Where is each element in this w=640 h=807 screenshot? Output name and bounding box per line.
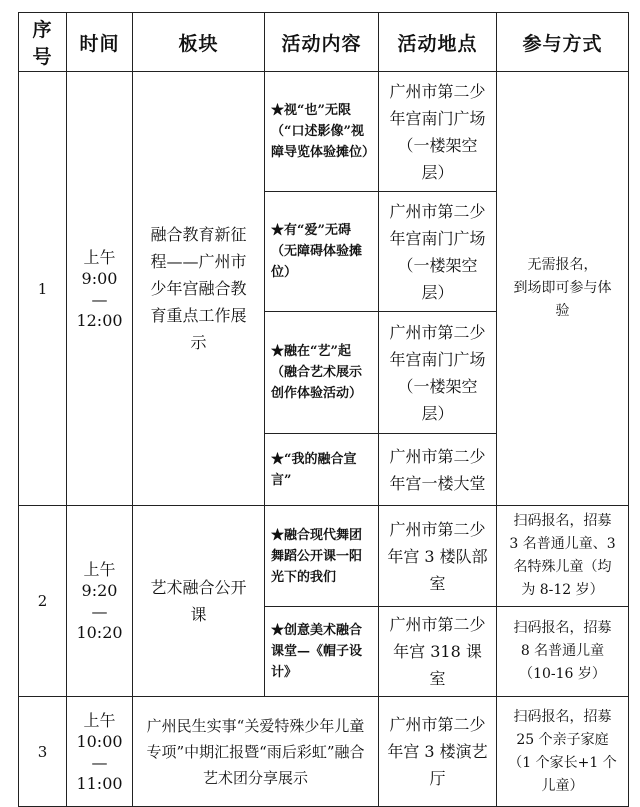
time-end: 11:00 [76,773,123,793]
activity-location: 广州市第二少年宫一楼大堂 [379,434,497,506]
header-location: 活动地点 [379,13,497,72]
header-row [19,13,629,72]
time-separator: — [91,602,108,621]
header-content: 活动内容 [265,13,379,72]
activity-location: 广州市第二少年宫南门广场（一楼架空层） [379,72,497,192]
time-separator: — [91,752,108,772]
activity-content: ★“我的融合宣言” [265,434,379,506]
row-time [67,697,133,807]
table-row [19,506,629,607]
activity-location: 广州市第二少年宫南门广场（一楼架空层） [379,312,497,434]
activity-location: 广州市第二少年宫 3 楼队部室 [379,506,497,607]
activity-location: 广州市第二少年宫南门广场（一楼架空层） [379,192,497,312]
row-time [67,72,133,506]
activity-content: ★视“也”无限（“口述影像”视障导览体验摊位） [265,72,379,192]
row-time [67,506,133,697]
time-period: 上午 [83,710,116,730]
participation-line: 无需报名， [527,257,598,273]
activity-location: 广州市第二少年宫 318 课室 [379,607,497,697]
row-block: 艺术融合公开课 [133,506,265,697]
activity-content: ★有“爱”无碍（无障碍体验摊位） [265,192,379,312]
row-index: 2 [19,506,67,697]
activity-content: ★融合现代舞团舞蹈公开课一阳光下的我们 [265,506,379,607]
row-block: 融合教育新征程——广州市少年宫融合教育重点工作展示 [133,72,265,506]
activity-content: ★融在“艺”起（融合艺术展示创作体验活动） [265,312,379,434]
table-row [19,697,629,807]
row-location: 广州市第二少年宫 3 楼演艺厅 [379,697,497,807]
table-row [19,72,629,192]
activity-content: ★创意美术融合课堂—《帽子设计》 [265,607,379,697]
row-participation [497,72,629,506]
row-participation: 扫码报名，招募 25 个亲子家庭（1 个家长+1 个儿童） [497,697,629,807]
header-block: 板块 [133,13,265,72]
row-index: 1 [19,72,67,506]
activity-participation: 扫码报名，招募 8 名普通儿童（10-16 岁） [497,607,629,697]
time-start: 9:00 [81,268,118,288]
time-start: 9:20 [81,581,118,600]
activity-participation: 扫码报名，招募 3 名普通儿童、3 名特殊儿童（均为 8-12 岁） [497,506,629,607]
time-period: 上午 [83,247,116,267]
time-end: 12:00 [76,310,123,330]
participation-line: 到场即可参与体验 [513,280,612,319]
row-index: 3 [19,697,67,807]
row-content: 广州民生实事“关爱特殊少年儿童专项”中期汇报暨“雨后彩虹”融合艺术团分享展示 [133,697,379,807]
time-period: 上午 [83,560,116,579]
time-separator: — [91,289,108,309]
header-index: 序号 [19,13,67,72]
activity-schedule-table [18,12,629,807]
header-participation: 参与方式 [497,13,629,72]
time-start: 10:00 [76,731,123,751]
time-end: 10:20 [76,623,123,642]
header-time: 时间 [67,13,133,72]
